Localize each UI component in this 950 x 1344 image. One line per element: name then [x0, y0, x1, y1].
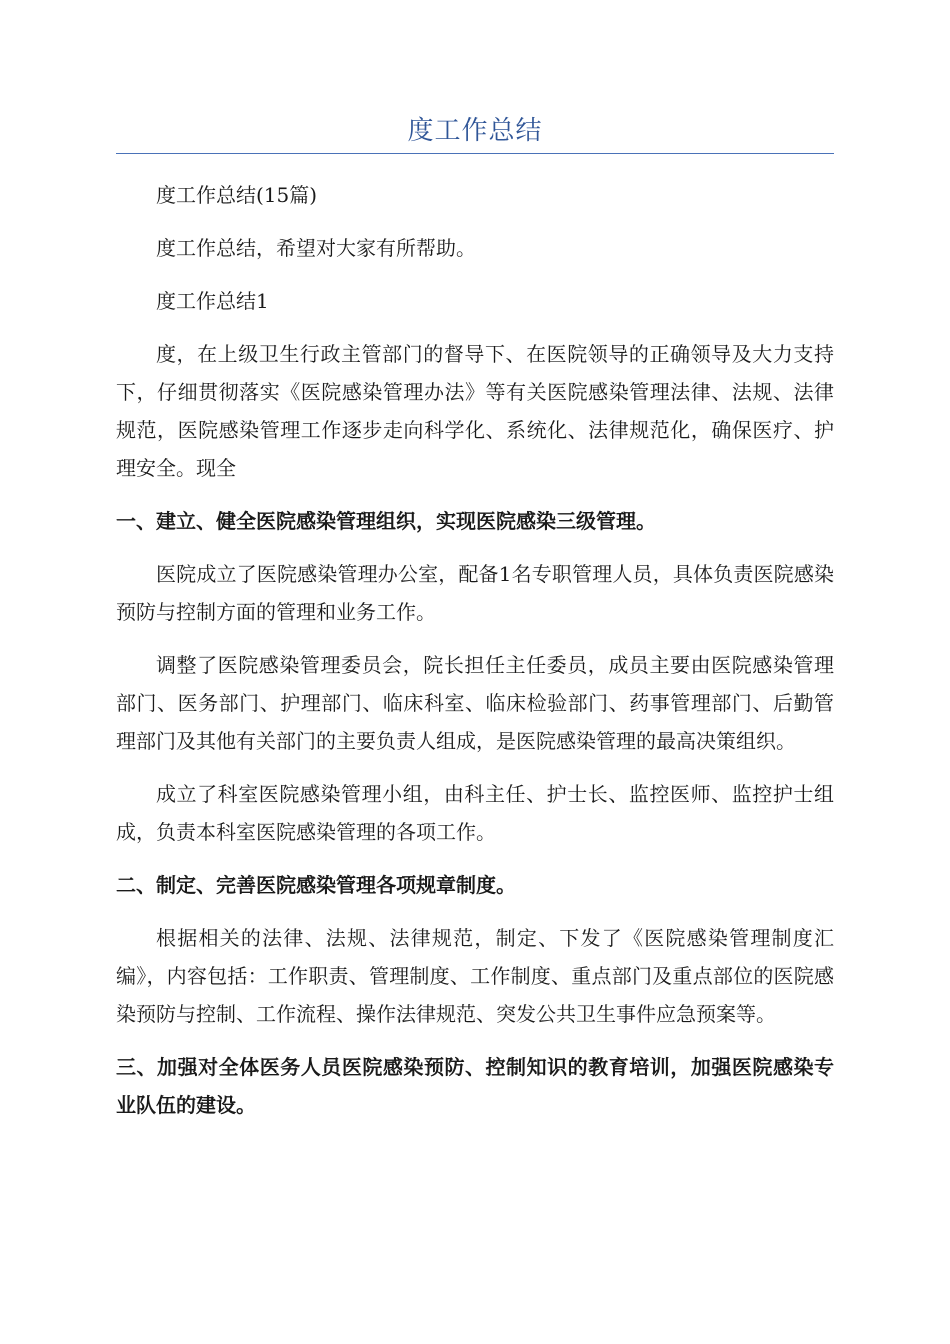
document-title: 度工作总结: [407, 116, 543, 146]
paragraph-overview: 度，在上级卫生行政主管部门的督导下、在医院领导的正确领导及大力支持下，仔细贯彻落实《医院感染管理办法》等有关医院感染管理法律、法规、法律规范，医院感染管理工作逐步走向科学化、系统化、法律规范化，确保医疗、护理安全。现全: [116, 342, 834, 480]
document-page: [116, 0, 834, 1139]
paragraph-office: 医院成立了医院感染管理办公室，配备1名专职管理人员，具体负责医院感染预防与控制方面的管理和业务工作。: [116, 562, 834, 624]
paragraph-regulations: 根据相关的法律、法规、法律规范，制定、下发了《医院感染管理制度汇编》，内容包括：工作职责、管理制度、工作制度、重点部门及重点部位的医院感染预防与控制、工作流程、操作法律规范、突发公共卫生事件应急预案等。: [116, 926, 834, 1026]
section-heading-3: 三、加强对全体医务人员医院感染预防、控制知识的教育培训，加强医院感染专业队伍的建设。: [116, 1055, 834, 1117]
paragraph-committee: 调整了医院感染管理委员会，院长担任主任委员，成员主要由医院感染管理部门、医务部门、护理部门、临床科室、临床检验部门、药事管理部门、后勤管理部门及其他有关部门的主要负责人组成，是医院感染管理的最高决策组织。: [116, 653, 834, 753]
paragraph-department-group: 成立了科室医院感染管理小组，由科主任、护士长、监控医师、监控护士组成，负责本科室医院感染管理的各项工作。: [116, 782, 834, 844]
paragraph-subtitle: 度工作总结(15篇): [156, 183, 318, 207]
paragraph-intro: 度工作总结，希望对大家有所帮助。: [156, 236, 476, 260]
section-heading-1: 一、建立、健全医院感染管理组织，实现医院感染三级管理。: [116, 509, 656, 533]
section-heading-2: 二、制定、完善医院感染管理各项规章制度。: [116, 873, 516, 897]
paragraph-section-label: 度工作总结1: [156, 289, 269, 313]
document-body: [116, 176, 834, 1124]
title-underline: [116, 153, 834, 154]
